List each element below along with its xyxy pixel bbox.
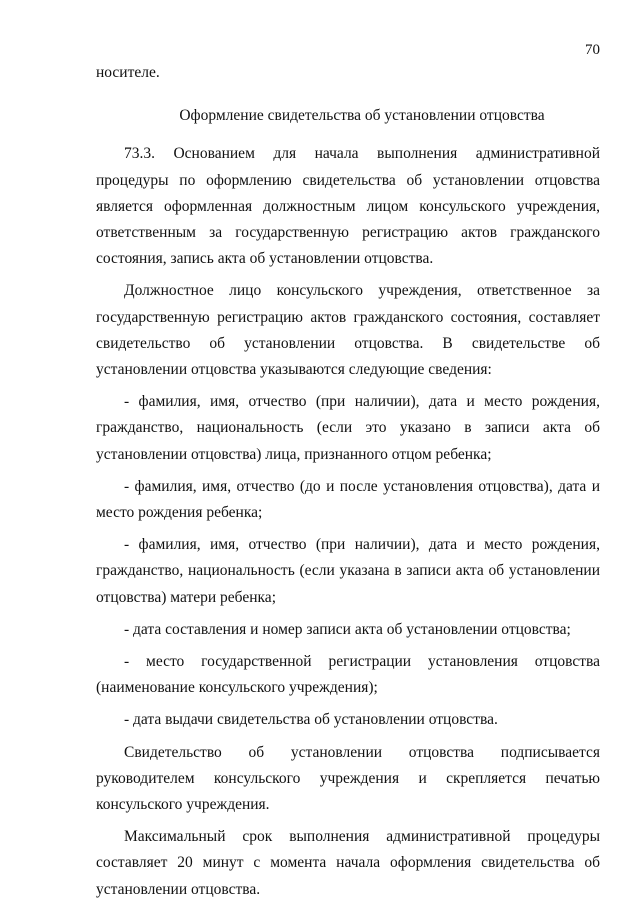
paragraph-basis: 73.3. Основанием для начала выполнения административной процедуры по оформлению свидетельства об установлении отцовства является оформленная должностным лицом консульского учреждения, ответственным за государственную регистрацию актов гражданского состояния, запись акта об установлении отцовства. xyxy=(96,145,600,268)
document-body xyxy=(96,60,600,903)
list-item-father: - фамилия, имя, отчество (при наличии), дата и место рождения, гражданство, национальность (если это указано в записи акта об установлении отцовства) лица, признанного отцом ребенка; xyxy=(96,393,600,463)
paragraph-max-time: Максимальный срок выполнения административной процедуры составляет 20 минут с момента начала оформления свидетельства об установлении отцовства. xyxy=(96,828,600,898)
list-item-registration-place: - место государственной регистрации установления отцовства (наименование консульского учреждения); xyxy=(96,653,600,697)
list-item-child: - фамилия, имя, отчество (до и после установления отцовства), дата и место рождения ребенка; xyxy=(96,477,600,522)
paragraph-signature: Свидетельство об установлении отцовства подписывается руководителем консульского учреждения и скрепляется печатью консульского учреждения. xyxy=(96,743,600,814)
paragraph-official: Должностное лицо консульского учреждения, ответственное за государственную регистрацию актов гражданского состояния, составляет свидетельство об установлении отцовства. В свидетельстве об установлении отцовства указываются следующие сведения: xyxy=(96,282,600,379)
list-item-record-date: - дата составления и номер записи акта об установлении отцовства; xyxy=(124,620,571,638)
list-item-issue-date: - дата выдачи свидетельства об установлении отцовства. xyxy=(124,711,498,729)
section-heading: Оформление свидетельства об установлении отцовства xyxy=(179,107,545,125)
list-item-mother: - фамилия, имя, отчество (при наличии), дата и место рождения, гражданство, национальность (если указана в записи акта об установлении отцовства) матери ребенка; xyxy=(96,536,600,606)
page-number: 70 xyxy=(585,42,600,58)
carryover-text: носителе. xyxy=(96,64,160,81)
